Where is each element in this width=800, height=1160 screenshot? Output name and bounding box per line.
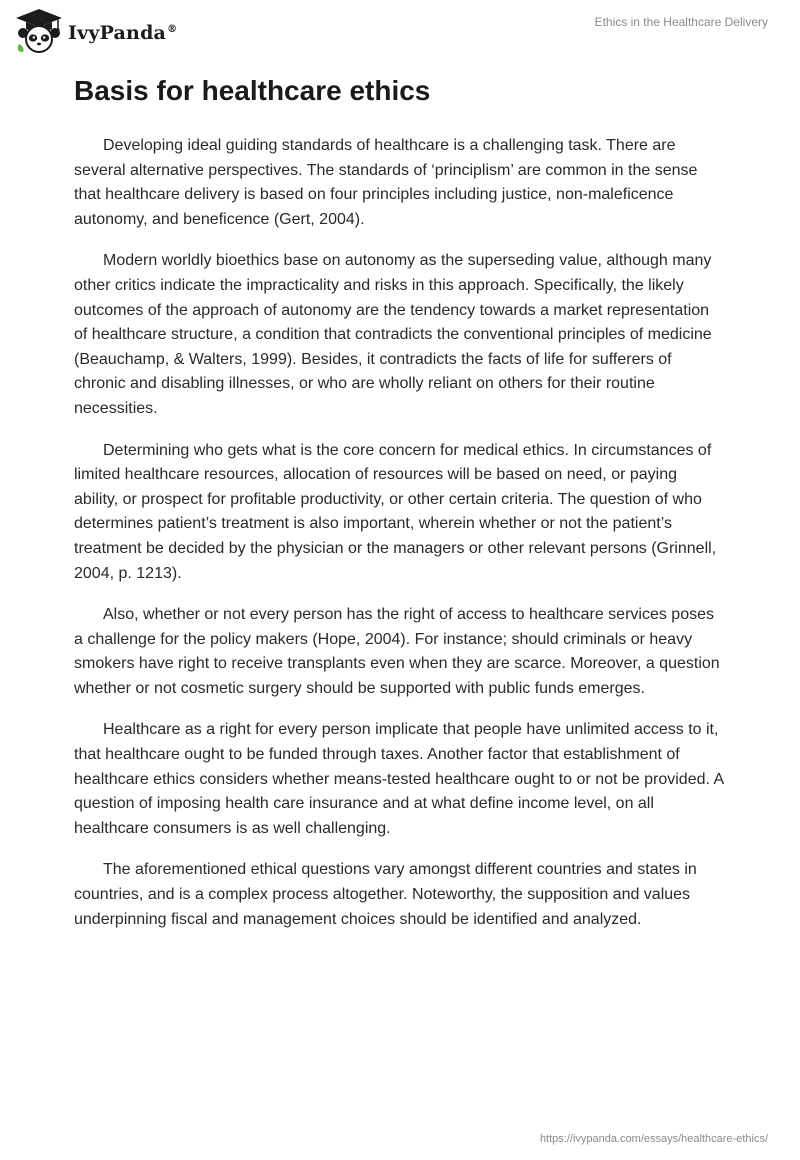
paragraph: Also, whether or not every person has the right of access to healthcare services poses a challenge for the policy makers (Hope, 2004). For instance; should criminals or heavy smokers have right to receive transplants even when they are scarce. Moreover, a question whether or not cosmetic surgery should be supported with public funds emerges. bbox=[74, 606, 720, 697]
paragraph: Determining who gets what is the core concern for medical ethics. In circumstances of limited healthcare resources, allocation of resources will be based on need, or paying ability, or prospect for profitable productivity, or other certain criteria. The question of who determines patient’s treatment is also important, wherein whether or not the patient’s treatment be decided by the physician or the managers or other relevant persons (Grinnell, 2004, p. 1213). bbox=[74, 441, 717, 582]
page-header bbox=[0, 0, 800, 62]
panda-graduate-icon bbox=[14, 8, 64, 54]
document-title: Ethics in the Healthcare Delivery bbox=[594, 15, 768, 29]
page-title: Basis for healthcare ethics bbox=[74, 75, 431, 106]
article-body bbox=[74, 134, 724, 949]
brand-name: IvyPanda® bbox=[68, 22, 178, 44]
paragraph: Healthcare as a right for every person implicate that people have unlimited access to it, that healthcare ought to be funded through taxes. Another factor that establishment of healthcare ethics considers whether means-tested healthcare ought to or not be provided. A question of imposing health care insurance and at what define income level, on all healthcare consumers is as well challenging. bbox=[74, 721, 724, 837]
paragraph: Modern worldly bioethics base on autonomy as the superseding value, although many other critics indicate the impracticality and risks in this approach. Specifically, the likely outcomes of the approach of autonomy are the tendency towards a market representation of healthcare structure, a condition that contradicts the conventional principles of medicine (Beauchamp, & Walters, 1999). Besides, it contradicts the facts of life for sufferers of chronic and disabling illnesses, or who are wholly reliant on others for their routine necessities. bbox=[74, 252, 712, 417]
brand-logo[interactable] bbox=[14, 8, 177, 54]
source-url[interactable]: https://ivypanda.com/essays/healthcare-ethics/ bbox=[539, 1133, 768, 1145]
paragraph: Developing ideal guiding standards of healthcare is a challenging task. There are several alternative perspectives. The standards of ‘principlism’ are common in the sense that healthcare delivery is based on four principles including justice, non-maleficence autonomy, and beneficence (Gert, 2004). bbox=[74, 137, 698, 228]
paragraph: The aforementioned ethical questions vary amongst different countries and states in countries, and is a complex process altogether. Noteworthy, the supposition and values underpinning fiscal and management choices should be identified and analyzed. bbox=[74, 861, 697, 928]
registered-mark: ® bbox=[167, 23, 178, 35]
